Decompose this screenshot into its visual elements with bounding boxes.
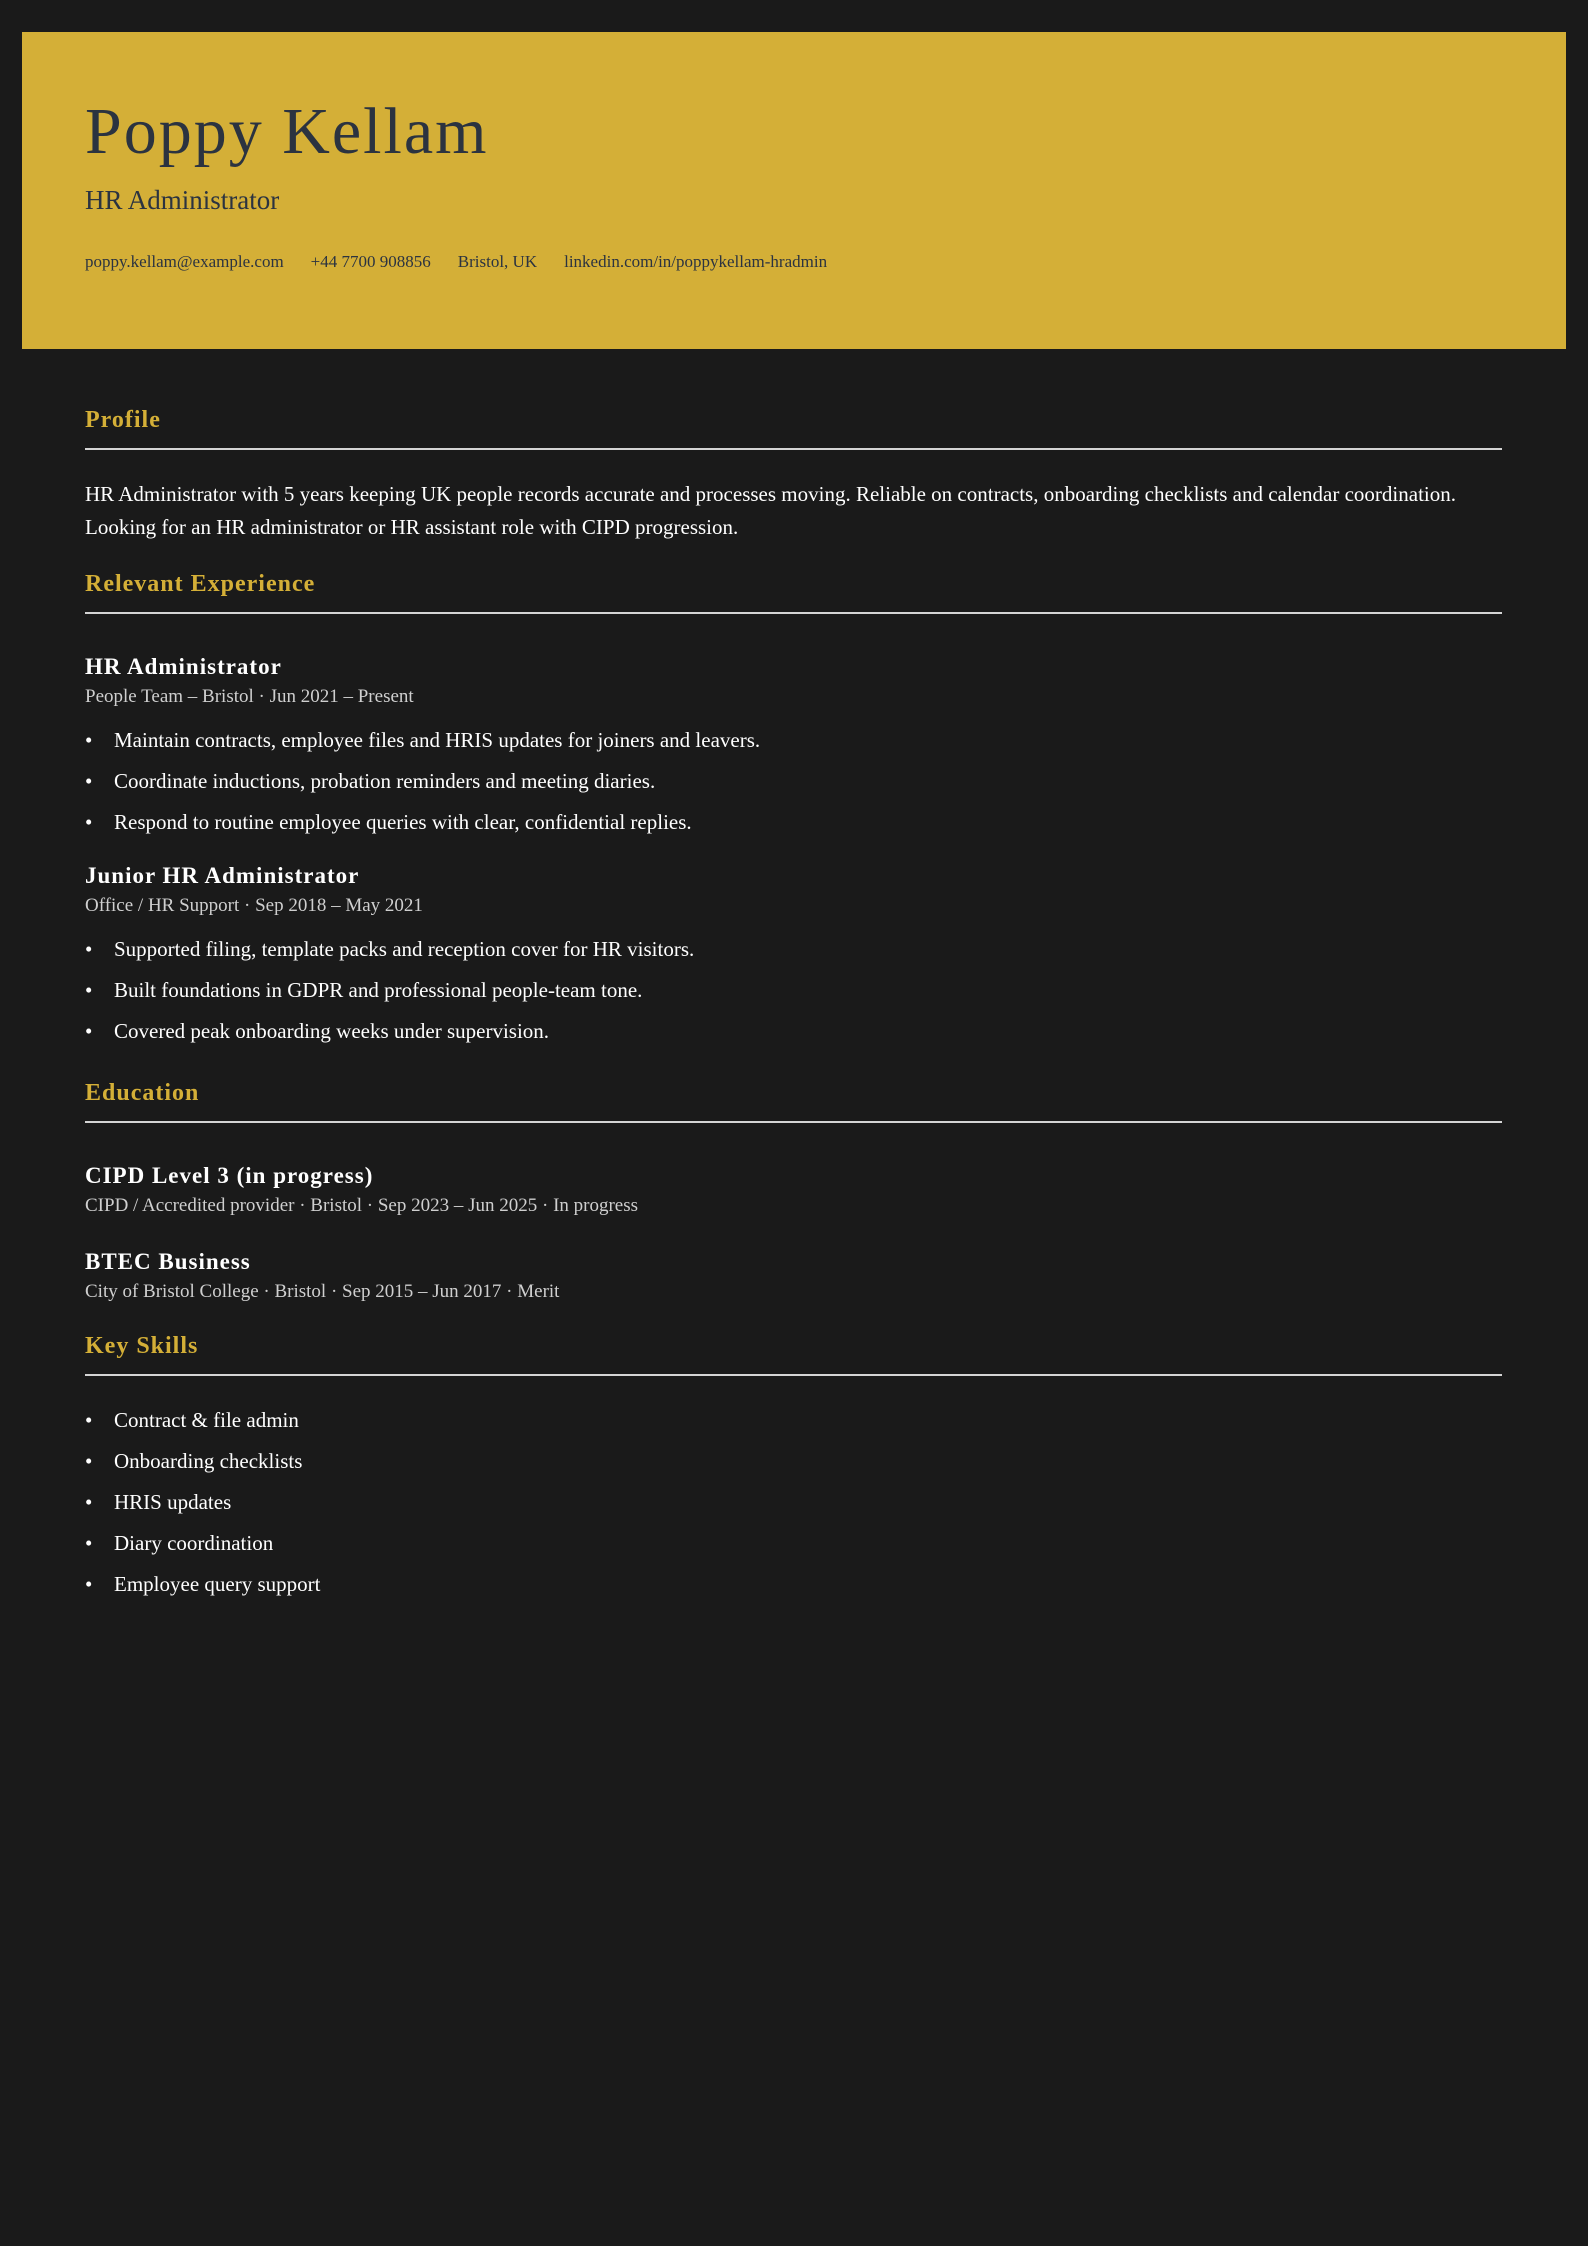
job-meta: People Team – Bristol · Jun 2021 – Present xyxy=(85,686,414,708)
education-entry xyxy=(85,1161,1502,1217)
list-item: • Contract & file admin xyxy=(85,1400,1502,1441)
section-title-experience: Relevant Experience xyxy=(85,571,316,598)
job-meta: Office / HR Support · Sep 2018 – May 2021 xyxy=(85,895,423,917)
section-divider xyxy=(85,612,1502,614)
education-entry xyxy=(85,1247,1502,1303)
education-title: BTEC Business xyxy=(85,1249,251,1275)
job-bullets xyxy=(85,720,1502,843)
candidate-name: Poppy Kellam xyxy=(85,95,489,168)
job-title: HR Administrator xyxy=(85,654,282,680)
list-item: • Respond to routine employee queries with clear, confidential replies. xyxy=(85,802,1502,843)
experience-section xyxy=(85,569,1502,1052)
list-item: • Diary coordination xyxy=(85,1523,1502,1564)
contact-location: Bristol, UK xyxy=(457,252,538,271)
list-item: • HRIS updates xyxy=(85,1482,1502,1523)
list-item: • Supported filing, template packs and reception cover for HR visitors. xyxy=(85,929,1502,970)
resume-body xyxy=(85,405,1502,1605)
section-divider xyxy=(85,1121,1502,1123)
section-divider xyxy=(85,448,1502,450)
list-item: • Built foundations in GDPR and professional people-team tone. xyxy=(85,970,1502,1011)
education-meta: City of Bristol College · Bristol · Sep 2015 – Jun 2017 · Merit xyxy=(85,1281,560,1303)
section-title-education: Education xyxy=(85,1080,200,1107)
contact-email[interactable]: poppy.kellam@example.com xyxy=(85,252,284,271)
list-item: • Employee query support xyxy=(85,1564,1502,1605)
skills-section xyxy=(85,1331,1502,1605)
section-title-profile: Profile xyxy=(85,407,161,433)
list-item: • Maintain contracts, employee files and HRIS updates for joiners and leavers. xyxy=(85,720,1502,761)
job-entry xyxy=(85,861,1502,1052)
list-item: • Onboarding checklists xyxy=(85,1441,1502,1482)
job-bullets xyxy=(85,929,1502,1052)
job-title: Junior HR Administrator xyxy=(85,863,360,889)
education-meta: CIPD / Accredited provider · Bristol · Sep 2023 – Jun 2025 · In progress xyxy=(85,1195,639,1217)
contact-phone[interactable]: +44 7700 908856 xyxy=(310,252,431,271)
list-item: • Coordinate inductions, probation reminders and meeting diaries. xyxy=(85,761,1502,802)
job-entry xyxy=(85,652,1502,843)
skills-list xyxy=(85,1400,1502,1605)
header-banner xyxy=(22,32,1566,349)
education-title: CIPD Level 3 (in progress) xyxy=(85,1163,374,1189)
contact-bar xyxy=(85,252,827,272)
section-title-skills: Key Skills xyxy=(85,1333,199,1360)
candidate-role: HR Administrator xyxy=(85,185,280,215)
profile-section xyxy=(85,405,1502,544)
list-item: • Covered peak onboarding weeks under supervision. xyxy=(85,1011,1502,1052)
section-divider xyxy=(85,1374,1502,1376)
profile-text: HR Administrator with 5 years keeping UK people records accurate and processes moving. Reliable on contracts, onboarding checklists and calendar coordination. Looking for an HR administrator or HR assistant role with CIPD progression. xyxy=(85,482,1456,540)
contact-linkedin[interactable]: linkedin.com/in/poppykellam-hradmin xyxy=(564,252,828,271)
education-section xyxy=(85,1078,1502,1303)
